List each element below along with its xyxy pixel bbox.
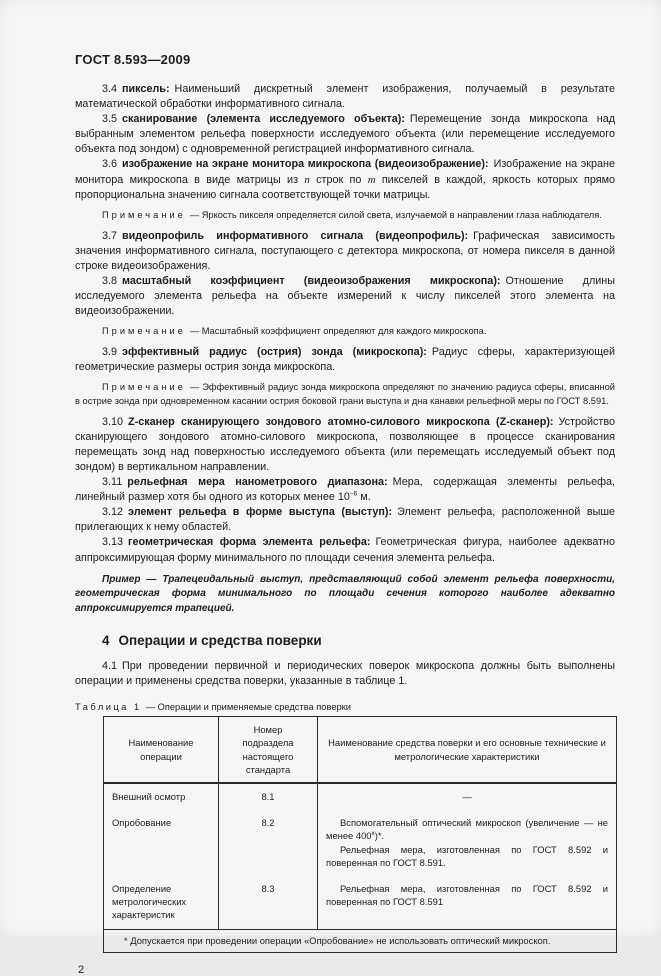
term-number: 3.13: [102, 536, 124, 549]
table-row: [104, 783, 617, 810]
term-definition: Графическая зависимость значения информативного сигнала, поступающего с детектора микроскопа, от номера пикселя в данной строке видеоизображения.: [75, 229, 615, 272]
note-3-8: [75, 325, 615, 339]
table-caption-label: Таблица 1: [75, 702, 142, 713]
note-text: — Эффективный радиус зонда микроскопа определяют по значению радиуса сферы, вписанной в острие зонда при одновременном касании острия боковой грани выступа и дна канавки рельефной меры по ГОСТ 8.591.: [75, 382, 615, 406]
note-text: — Яркость пикселя определяется силой света, излучаемой в направлении глаза наблюдателя.: [189, 209, 602, 220]
variable-n: n: [304, 173, 310, 186]
note-3-9: [75, 381, 615, 409]
table-caption: [75, 702, 615, 712]
term-3-7: [75, 229, 615, 274]
section-number: 4: [102, 633, 110, 649]
page-number: 2: [78, 963, 85, 976]
term-definition: Радиус сферы, характеризующей геометрические размеры острия зонда микроскопа.: [75, 345, 616, 373]
term-3-11: [75, 475, 615, 505]
table-footnote: * Допускается при проведении операции «Опробование» не использовать оптический микроскоп.: [104, 929, 617, 952]
term-definition: Изображение на экране монитора микроскопа в виде матрицы из: [75, 158, 615, 186]
term-definition: Элемент рельефа, расположенной выше прилегающих к нему областей.: [75, 506, 615, 534]
verification-operations-table: [103, 716, 617, 953]
term-name: Z-сканер сканирующего зондового атомно-силового микроскопа (Z-сканер):: [128, 415, 554, 428]
table-row: [104, 876, 617, 929]
column-header-subsection: Номер подраздела настоящего стандарта: [219, 717, 318, 783]
term-definition: строк по: [316, 173, 362, 186]
term-name: сканирование (элемента исследуемого объекта):: [122, 113, 405, 126]
term-number: 3.6: [102, 158, 118, 171]
note-label: Примечание: [102, 382, 186, 393]
term-definition: Устройство сканирующего зондового атомно-силового микроскопа, позволяющее в процессе сканирования перемещать зонд над поверхностью исследуемого объекта (или перемещать исследуемый объект под зондом) в вертикальном направлении.: [75, 415, 615, 473]
cell-operation: Опробование: [104, 810, 219, 876]
term-definition: Мера, содержащая элементы рельефа, линейный размер хотя бы одного из которых менее 10: [75, 476, 615, 504]
term-3-4: [75, 82, 615, 112]
table-row: [104, 810, 617, 876]
cell-means: —: [318, 783, 617, 810]
term-3-12: [75, 505, 615, 535]
term-3-8: [75, 274, 615, 319]
term-name: изображение на экране монитора микроскопа (видеоизображение):: [122, 158, 489, 171]
cell-operation: Определение метрологических характеристик: [104, 876, 219, 929]
paragraph-4-1: [75, 659, 615, 689]
term-name: геометрическая форма элемента рельефа:: [128, 536, 371, 549]
term-number: 3.9: [102, 345, 118, 358]
term-name: эффективный радиус (острия) зонда (микроскопа):: [122, 345, 427, 358]
table-header-row: [104, 717, 617, 783]
note-label: Примечание: [102, 326, 186, 337]
term-name: видеопрофиль информативного сигнала (видеопрофиль):: [122, 229, 469, 242]
term-definition: м.: [360, 491, 371, 504]
section-4-heading: [75, 633, 615, 648]
cell-subsection: 8.3: [219, 876, 318, 929]
note-label: Примечание: [102, 209, 186, 220]
magnification-superscript: х: [371, 830, 375, 838]
term-definition: Наименьший дискретный элемент изображения, получаемый в результате математической обработки информативного сигнала.: [75, 83, 615, 111]
document-number: ГОСТ 8.593—2009: [75, 52, 191, 67]
term-definition: Геометрическая фигура, наиболее адекватно аппроксимирующая форму минимального по площади сечения элемента рельефа.: [75, 536, 615, 564]
example-paragraph: [75, 573, 615, 617]
term-definition: Перемещение зонда микроскопа над выбранным элементом рельефа поверхности исследуемого объекта (или перемещение исследуемого объекта под зондом) с одновременной регистрацией информативного сигнала.: [75, 113, 615, 156]
means-item: Рельефная мера, изготовленная по ГОСТ 8.592 и поверенная по ГОСТ 8.591: [326, 883, 608, 908]
cell-operation: Внешний осмотр: [104, 783, 219, 810]
term-number: 3.8: [102, 274, 118, 287]
example-text: Трапецеидальный выступ, представляющий собой элемент рельефа поверхности, геометрическая форма минимального по площади сечения которого наиболее адекватно аппроксимируется трапецией.: [75, 573, 615, 615]
clause-text: При проведении первичной и периодических поверок микроскопа должны быть выполнены операции и применены средства поверки, указанные в таблице 1.: [75, 660, 615, 688]
cell-subsection: 8.1: [219, 783, 318, 810]
term-number: 3.10: [102, 415, 124, 428]
means-text: Вспомогательный оптический микроскоп (увеличение — не менее 400: [326, 817, 608, 842]
column-header-operation: Наименование операции: [104, 717, 219, 783]
term-number: 3.7: [102, 229, 118, 242]
cell-means: [318, 876, 617, 929]
example-label: Пример —: [102, 573, 163, 585]
term-3-6: [75, 157, 615, 202]
section-title: Операции и средства поверки: [118, 633, 322, 649]
cell-means: [318, 810, 617, 876]
exponent: −6: [349, 490, 358, 498]
term-number: 3.11: [102, 476, 123, 489]
cell-subsection: 8.2: [219, 810, 318, 876]
term-3-5: [75, 112, 615, 157]
term-number: 3.5: [102, 113, 118, 126]
column-header-means: Наименование средства поверки и его основные технические и метрологические характеристики: [318, 717, 617, 783]
term-definition: Отношение длины исследуемого элемента рельефа на объекте измерений к числу пикселей этого элемента на видеоизображении.: [75, 274, 615, 318]
term-definition: пикселей в каждой, яркость которых прямо пропорциональна значению сигнала соответствующей точки матрицы.: [75, 173, 616, 201]
term-3-10: [75, 415, 615, 475]
means-item: [326, 816, 608, 842]
term-number: 3.12: [102, 506, 124, 519]
term-number: 3.4: [102, 83, 118, 95]
term-3-13: [75, 535, 615, 565]
means-item: Рельефная мера, изготовленная по ГОСТ 8.592 и поверенная по ГОСТ 8.591.: [326, 843, 608, 868]
note-text: — Масштабный коэффициент определяют для каждого микроскопа.: [189, 326, 487, 337]
variable-m: m: [367, 173, 376, 186]
term-name: пиксель:: [122, 83, 170, 95]
note-3-6: [75, 209, 615, 223]
term-name: рельефная мера нанометрового диапазона:: [127, 476, 388, 489]
table-caption-text: — Операции и применяемые средства поверки: [145, 702, 351, 713]
term-name: элемент рельефа в форме выступа (выступ):: [128, 506, 393, 519]
term-name: масштабный коэффициент (видеоизображения микроскопа):: [122, 274, 501, 287]
clause-number: 4.1: [102, 660, 118, 673]
term-3-9: [75, 345, 615, 375]
table-footnote-row: [104, 929, 617, 952]
means-text: )*.: [374, 830, 385, 842]
